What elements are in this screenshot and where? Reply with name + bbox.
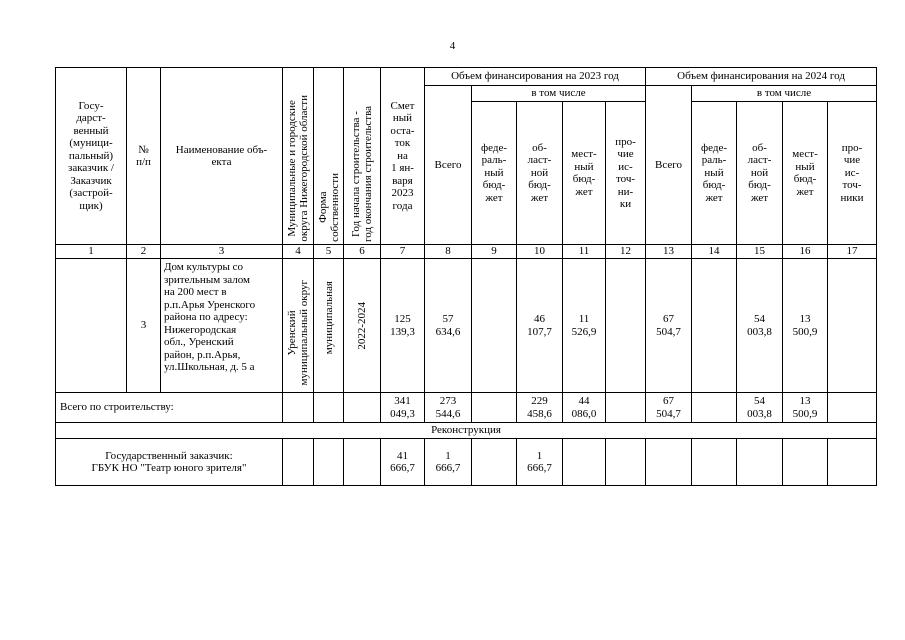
section-row — [56, 423, 877, 439]
header-total-2023: Всего — [425, 86, 472, 245]
empty-cell — [828, 393, 877, 423]
object-balance: 125 139,3 — [381, 259, 425, 393]
customer-row — [56, 439, 877, 486]
object-municipality-cell — [283, 259, 314, 393]
object-customer — [56, 259, 127, 393]
header-ownership-cell — [314, 68, 344, 245]
object-federal-2024 — [692, 259, 737, 393]
empty-cell — [314, 439, 344, 486]
customer-balance: 41 666,7 — [381, 439, 425, 486]
column-number: 12 — [606, 245, 646, 259]
empty-cell — [283, 393, 314, 423]
construction-local-2023: 44 086,0 — [563, 393, 606, 423]
column-number: 17 — [828, 245, 877, 259]
customer-regional-2023: 1 666,7 — [517, 439, 563, 486]
object-local-2024: 13 500,9 — [783, 259, 828, 393]
object-other-2023 — [606, 259, 646, 393]
column-number: 4 — [283, 245, 314, 259]
empty-cell — [692, 439, 737, 486]
header-federal-2024: феде- раль- ный бюд- жет — [692, 102, 737, 245]
construction-local-2024: 13 500,9 — [783, 393, 828, 423]
empty-cell — [737, 439, 783, 486]
header-regional-2023: об- ласт- ной бюд- жет — [517, 102, 563, 245]
financing-table — [55, 67, 877, 486]
header-years-cell — [344, 68, 381, 245]
object-total-2024: 67 504,7 — [646, 259, 692, 393]
object-years-cell — [344, 259, 381, 393]
empty-cell — [472, 439, 517, 486]
header-local-2023: мест- ный бюд- жет — [563, 102, 606, 245]
empty-cell — [646, 439, 692, 486]
header-including-2024: в том числе — [692, 86, 877, 102]
column-number: 10 — [517, 245, 563, 259]
construction-total-row — [56, 393, 877, 423]
header-fin-2023: Объем финансирования на 2023 год — [425, 68, 646, 86]
header-num: № п/п — [127, 68, 161, 245]
header-row-1 — [56, 68, 877, 86]
header-total-2024: Всего — [646, 86, 692, 245]
header-municipality: Муниципальные и городские округа Нижегородской области — [286, 95, 310, 242]
empty-cell — [692, 393, 737, 423]
object-regional-2024: 54 003,8 — [737, 259, 783, 393]
empty-cell — [472, 393, 517, 423]
object-municipality: Уренский муниципальный округ — [286, 280, 310, 386]
empty-cell — [344, 393, 381, 423]
construction-total-balance: 341 049,3 — [381, 393, 425, 423]
object-num: 3 — [127, 259, 161, 393]
section-title: Реконструкция — [56, 423, 877, 439]
object-ownership: муниципальная — [322, 281, 335, 355]
construction-total-2023: 273 544,6 — [425, 393, 472, 423]
object-other-2024 — [828, 259, 877, 393]
object-row — [56, 259, 877, 393]
object-local-2023: 11 526,9 — [563, 259, 606, 393]
construction-total-2024: 67 504,7 — [646, 393, 692, 423]
column-numbers-row — [56, 245, 877, 259]
header-including-2023: в том числе — [472, 86, 646, 102]
column-number: 6 — [344, 245, 381, 259]
header-federal-2023: феде- раль- ный бюд- жет — [472, 102, 517, 245]
column-number: 15 — [737, 245, 783, 259]
column-number: 3 — [161, 245, 283, 259]
column-number: 9 — [472, 245, 517, 259]
empty-cell — [314, 393, 344, 423]
construction-total-label: Всего по строительству: — [56, 393, 283, 423]
column-number: 8 — [425, 245, 472, 259]
object-name: Дом культуры со зрительным залом на 200 мест в р.п.Арья Уренского района по адресу: Нижегородская обл., Уренский район, р.п.Арья, ул.Школьная, д. 5 а — [161, 259, 283, 393]
column-number: 5 — [314, 245, 344, 259]
column-number: 2 — [127, 245, 161, 259]
empty-cell — [606, 439, 646, 486]
object-years: 2022-2024 — [356, 301, 368, 350]
header-municipality-cell — [283, 68, 314, 245]
empty-cell — [563, 439, 606, 486]
object-regional-2023: 46 107,7 — [517, 259, 563, 393]
header-regional-2024: об- ласт- ной бюд- жет — [737, 102, 783, 245]
empty-cell — [344, 439, 381, 486]
empty-cell — [783, 439, 828, 486]
header-fin-2024: Объем финансирования на 2024 год — [646, 68, 877, 86]
header-customer: Госу- дарст- венный (муници- пальный) заказчик / Заказчик (застрой- щик) — [56, 68, 127, 245]
customer-total-2023: 1 666,7 — [425, 439, 472, 486]
column-number: 16 — [783, 245, 828, 259]
header-object-name: Наименование объ- екта — [161, 68, 283, 245]
page-number: 4 — [449, 40, 456, 52]
object-total-2023: 57 634,6 — [425, 259, 472, 393]
construction-regional-2024: 54 003,8 — [737, 393, 783, 423]
column-number: 11 — [563, 245, 606, 259]
construction-regional-2023: 229 458,6 — [517, 393, 563, 423]
object-ownership-cell — [314, 259, 344, 393]
header-local-2024: мест- ный бюд- жет — [783, 102, 828, 245]
empty-cell — [828, 439, 877, 486]
column-number: 13 — [646, 245, 692, 259]
column-number: 7 — [381, 245, 425, 259]
header-balance: Смет ный оста- ток на 1 ян- варя 2023 года — [381, 68, 425, 245]
empty-cell — [606, 393, 646, 423]
header-ownership: Форма собственности — [316, 173, 341, 242]
customer-label: Государственный заказчик: ГБУК НО "Театр юного зрителя" — [56, 439, 283, 486]
header-other-2024: про- чие ис- точ- ники — [828, 102, 877, 245]
header-other-2023: про- чие ис- точ- ни- ки — [606, 102, 646, 245]
empty-cell — [283, 439, 314, 486]
object-federal-2023 — [472, 259, 517, 393]
header-years: Год начала строительства - год окончания строительства — [350, 106, 374, 242]
column-number: 1 — [56, 245, 127, 259]
column-number: 14 — [692, 245, 737, 259]
